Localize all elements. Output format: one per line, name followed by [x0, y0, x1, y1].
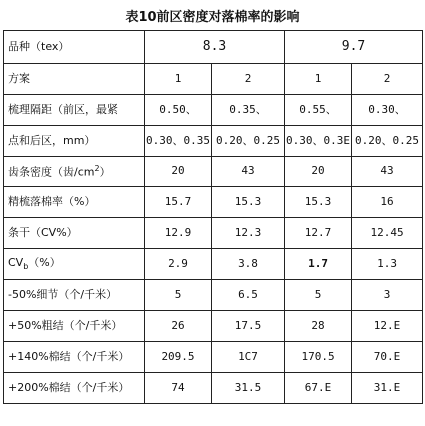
- table-cell: 1.7: [285, 249, 352, 280]
- table-row: [4, 373, 423, 404]
- row-label-sup: 2: [94, 163, 100, 173]
- row-label-tail: （%）: [28, 255, 61, 269]
- table-cell: 43: [352, 157, 423, 187]
- table-cell: 1: [285, 64, 352, 95]
- table-cell: 0.30、: [352, 95, 423, 126]
- table-caption: 表10前区密度对落棉率的影响: [125, 10, 300, 25]
- table-row: [4, 311, 423, 342]
- table-cell: 15.3: [212, 187, 285, 218]
- table-cell: 2.9: [145, 249, 212, 280]
- table-cell: 0.35、: [212, 95, 285, 126]
- table-cell: 31.5: [212, 373, 285, 404]
- table-cell: 67.E: [285, 373, 352, 404]
- row-label: +140%棉结（个/千米）: [4, 342, 145, 373]
- table-row: [4, 249, 423, 280]
- table-cell: 0.20、0.25: [212, 126, 285, 157]
- row-label: 梳理隔距（前区，最紧: [4, 95, 145, 126]
- table-row: [4, 342, 423, 373]
- row-label: [4, 249, 145, 280]
- row-label: +50%粗结（个/千米）: [4, 311, 145, 342]
- group-header-2: 9.7: [285, 31, 423, 64]
- row-label: -50%细节（个/千米）: [4, 280, 145, 311]
- table-cell: 1C7: [212, 342, 285, 373]
- table-cell: 17.5: [212, 311, 285, 342]
- table-cell: 15.7: [145, 187, 212, 218]
- table-cell: 1.3: [352, 249, 423, 280]
- table-cell: 0.30、0.3E: [285, 126, 352, 157]
- table-cell: 26: [145, 311, 212, 342]
- row-label-tail: ）: [99, 165, 111, 179]
- table-cell: 15.3: [285, 187, 352, 218]
- table-cell: 31.E: [352, 373, 423, 404]
- table-cell: 12.3: [212, 218, 285, 249]
- table-cell: 12.E: [352, 311, 423, 342]
- header-row: [4, 31, 423, 64]
- row-label: 条干（CV%）: [4, 218, 145, 249]
- table-cell: 16: [352, 187, 423, 218]
- row-label: +200%棉结（个/千米）: [4, 373, 145, 404]
- row-label-text: CV: [8, 255, 24, 269]
- row-label-text: 齿条密度（齿/cm: [8, 165, 95, 179]
- table-cell: 6.5: [212, 280, 285, 311]
- row-label: 精梳落棉率（%）: [4, 187, 145, 218]
- table-cell: 12.7: [285, 218, 352, 249]
- table-cell: 2: [212, 64, 285, 95]
- density-table: [3, 30, 423, 404]
- table-row: [4, 280, 423, 311]
- table-cell: 0.50、: [145, 95, 212, 126]
- row-label: 方案: [4, 64, 145, 95]
- table-cell: 12.9: [145, 218, 212, 249]
- table-cell: 0.20、0.25: [352, 126, 423, 157]
- gauge-row-2: [4, 126, 423, 157]
- table-cell: 20: [145, 157, 212, 187]
- table-cell: 0.30、0.35: [145, 126, 212, 157]
- table-cell: 2: [352, 64, 423, 95]
- table-cell: 12.45: [352, 218, 423, 249]
- row-label: [4, 157, 145, 187]
- gauge-row-1: [4, 95, 423, 126]
- table-cell: 74: [145, 373, 212, 404]
- table-cell: 0.55、: [285, 95, 352, 126]
- table-cell: 170.5: [285, 342, 352, 373]
- table-cell: 3.8: [212, 249, 285, 280]
- row-label-sub: b: [23, 261, 29, 271]
- header-label: 品种（tex）: [4, 31, 145, 64]
- table-cell: 20: [285, 157, 352, 187]
- table-cell: 5: [285, 280, 352, 311]
- group-header-1: 8.3: [145, 31, 285, 64]
- table-cell: 209.5: [145, 342, 212, 373]
- table-row: [4, 157, 423, 187]
- table-cell: 5: [145, 280, 212, 311]
- table-cell: 3: [352, 280, 423, 311]
- table-cell: 70.E: [352, 342, 423, 373]
- row-label: 点和后区，mm）: [4, 126, 145, 157]
- table-row: [4, 218, 423, 249]
- scheme-row: [4, 64, 423, 95]
- table-cell: 28: [285, 311, 352, 342]
- table-row: [4, 187, 423, 218]
- table-cell: 1: [145, 64, 212, 95]
- table-cell: 43: [212, 157, 285, 187]
